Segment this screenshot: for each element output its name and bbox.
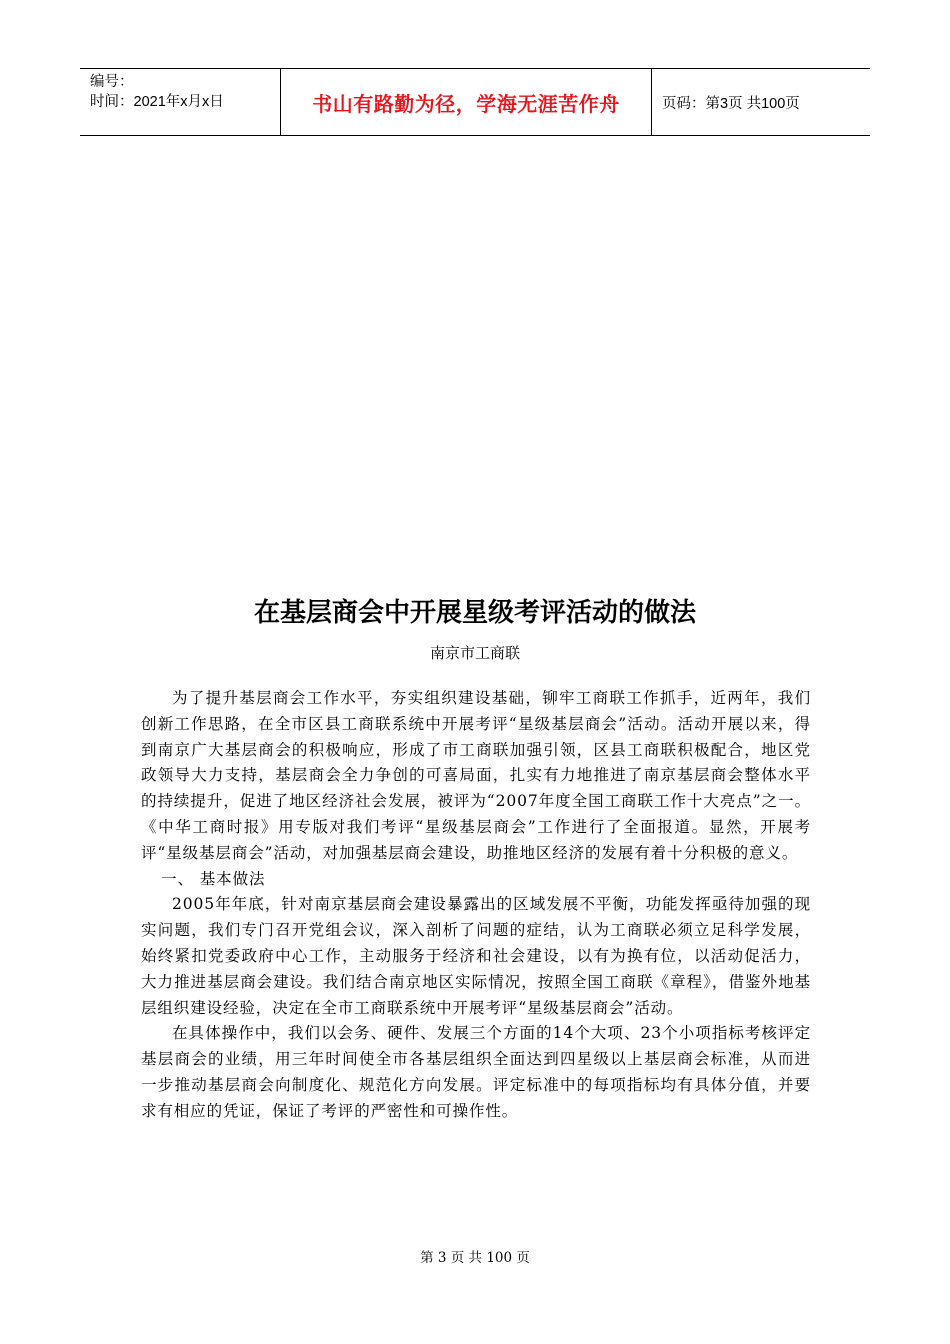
motto-cell <box>281 69 652 135</box>
paragraph-intro: 为了提升基层商会工作水平，夯实组织建设基础，铆牢工商联工作抓手，近两年，我们创新工作思路，在全市区县工商联系统中开展考评“星级基层商会”活动。活动开展以来，得到南京广大基层商会的积极响应，形成了市工商联加强引领，区县工商联积极配合，地区党政领导大力支持，基层商会全力争创的可喜局面，扎实有力地推进了南京基层商会整体水平的持续提升，促进了地区经济社会发展，被评为“2007年度全国工商联工作十大亮点”之一。《中华工商时报》用专版对我们考评“星级基层商会”工作进行了全面报道。显然，开展考评“星级基层商会”活动，对加强基层商会建设，助推地区经济的发展有着十分积极的意义。 <box>141 689 811 862</box>
header-table <box>80 68 870 136</box>
page-info-cell <box>652 69 870 135</box>
number-label: 编号： <box>90 74 134 90</box>
document-title: 在基层商会中开展星级考评活动的做法 <box>253 598 696 628</box>
section-heading-basic-methods: 一、 基本做法 <box>161 869 266 888</box>
paragraph-background: 2005年年底，针对南京基层商会建设暴露出的区域发展不平衡，功能发挥亟待加强的现实问题，我们专门召开党组会议，深入剖析了问题的症结，认为工商联必须立足科学发展，始终紧扣党委政府中心工作，主动服务于经济和社会建设，以有为换有位，以活动促活力，大力推进基层商会建设。我们结合南京地区实际情况，按照全国工商联《章程》，借鉴外地基层组织建设经验，决定在全市工商联系统中开展考评“星级基层商会”活动。 <box>141 895 811 1017</box>
page-info-text: 页码：第3页 共100页 <box>662 95 800 112</box>
header-meta-cell <box>80 69 281 135</box>
time-label: 时间：2021年x月x日 <box>90 94 224 110</box>
paragraph-operation: 在具体操作中，我们以会务、硬件、发展三个方面的14个大项、23个小项指标考核评定基层商会的业绩，用三年时间使全市各基层组织全面达到四星级以上基层商会标准，从而进一步推动基层商会向制度化、规范化方向发展。评定标准中的每项指标均有具体分值，并要求有相应的凭证，保证了考评的严密性和可操作性。 <box>141 1024 811 1120</box>
page-footer: 第 3 页 共 100 页 <box>420 1250 530 1266</box>
motto-text: 书山有路勤为径，学海无涯苦作舟 <box>312 91 620 116</box>
document-body <box>141 686 811 1125</box>
document-author: 南京市工商联 <box>429 644 520 662</box>
